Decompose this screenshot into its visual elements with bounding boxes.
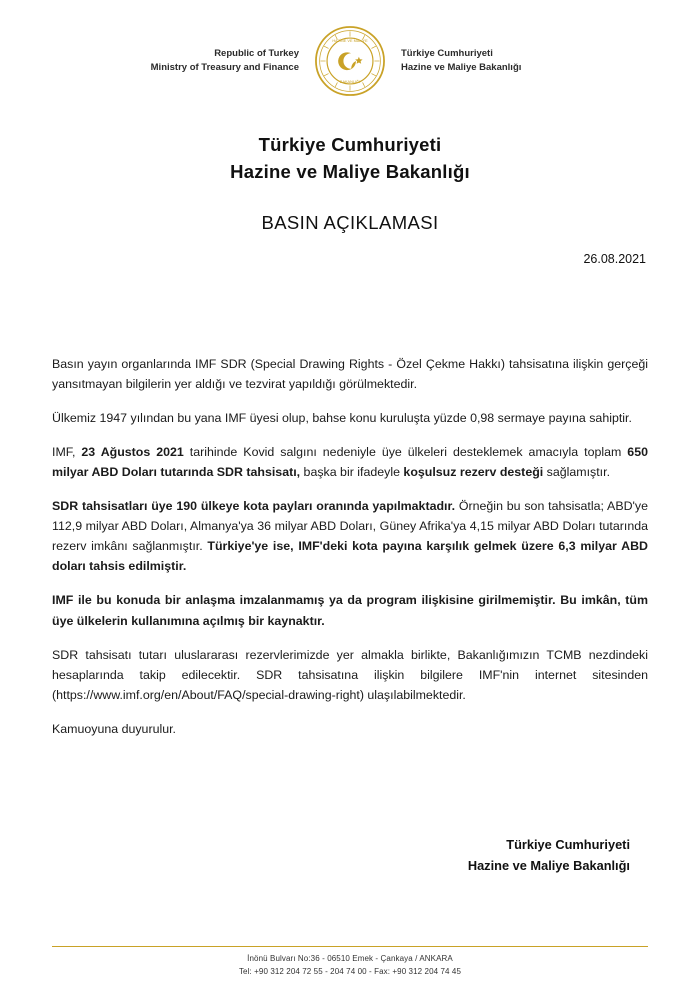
p3-reserve-emphasis: koşulsuz rezerv desteği bbox=[403, 465, 544, 479]
p4-turkey-emphasis: Türkiye'ye ise, IMF'deki kota payına karşılık gelmek üzere 6,3 milyar ABD doları tahsis edilmiştir. bbox=[52, 539, 648, 574]
svg-text:HAZİNE VE MALİYE: HAZİNE VE MALİYE bbox=[332, 38, 368, 43]
p3-amount-emphasis: 650 milyar ABD Doları tutarında SDR tahsisatı, bbox=[52, 444, 648, 479]
p4-lead-emphasis: SDR tahsisatları üye 190 ülkeye kota payları oranında yapılmaktadır. bbox=[52, 499, 456, 514]
p5-emphasis: IMF ile bu konuda bir anlaşma imzalanmamış ya da program ilişkisine girilmemiştir. Bu imkân, tüm üye ülkelerin kullanımına açılmış bir kaynaktır. bbox=[52, 593, 648, 628]
p3-part-a: IMF, bbox=[52, 444, 82, 459]
paragraph-4 bbox=[52, 496, 648, 576]
turkey-state-emblem-icon bbox=[313, 24, 387, 98]
footer-contact: Tel: +90 312 204 72 55 - 204 74 00 - Fax: +90 312 204 74 45 bbox=[238, 967, 462, 977]
header-english-line1: Republic of Turkey bbox=[214, 48, 299, 60]
signature-line-1: Türkiye Cumhuriyeti bbox=[506, 837, 630, 853]
paragraph-1: Basın yayın organlarında IMF SDR (Special Drawing Rights - Özel Çekme Hakkı) tahsisatına ilişkin gerçeği yansıtmayan bilgilerin yer aldığı ve tezvirat yapıldığı görülmektedir. bbox=[52, 356, 648, 391]
header-english-line2: Ministry of Treasury and Finance bbox=[150, 62, 299, 73]
signature-block bbox=[52, 835, 648, 876]
paragraph-5 bbox=[52, 590, 648, 630]
document-date: 26.08.2021 bbox=[583, 251, 646, 266]
header-turkish-title bbox=[401, 47, 561, 75]
p3-part-c: tarihinde Kovid salgını nedeniyle üye ülkeleri desteklemek amacıyla toplam bbox=[183, 444, 628, 459]
document-body bbox=[52, 354, 648, 739]
p3-date-emphasis: 23 Ağustos 2021 bbox=[81, 444, 184, 459]
title-line-1: Türkiye Cumhuriyeti bbox=[258, 134, 442, 155]
page-title bbox=[52, 132, 648, 186]
paragraph-3 bbox=[52, 442, 648, 482]
p3-part-g: sağlamıştır. bbox=[543, 465, 611, 479]
svg-text:BAKANLIĞI: BAKANLIĞI bbox=[339, 80, 361, 85]
document-footer bbox=[0, 946, 700, 979]
header-turkish-line2: Hazine ve Maliye Bakanlığı bbox=[401, 62, 522, 73]
paragraph-7: Kamuoyuna duyurulur. bbox=[52, 721, 176, 736]
document-header bbox=[52, 0, 648, 98]
header-english-title bbox=[139, 47, 299, 75]
document-subtitle: BASIN AÇIKLAMASI bbox=[261, 211, 439, 233]
p3-part-e: başka bir ifadeyle bbox=[300, 465, 404, 479]
footer-address: İnönü Bulvarı No:36 - 06510 Emek - Çankaya / ANKARA bbox=[247, 954, 453, 964]
signature-line-2: Hazine ve Maliye Bakanlığı bbox=[467, 857, 630, 873]
footer-divider bbox=[52, 946, 648, 947]
header-turkish-line1: Türkiye Cumhuriyeti bbox=[401, 48, 493, 60]
title-line-2: Hazine ve Maliye Bakanlığı bbox=[230, 160, 470, 182]
paragraph-2: Ülkemiz 1947 yılından bu yana IMF üyesi olup, bahse konu kuruluşta yüzde 0,98 sermaye payına sahiptir. bbox=[52, 410, 632, 425]
paragraph-6: SDR tahsisatı tutarı uluslararası rezervlerimizde yer almakla birlikte, Bakanlığımızın TCMB nezdindeki hesaplarında takip edilecektir. SDR tahsisatına ilişkin bilgilere IMF'nin internet sitesinden (https://www.imf.org/en/About/FAQ/special-drawing-right) ulaşılabilmektedir. bbox=[52, 647, 648, 702]
p4-part-b: Örneğin bu son tahsisatla; ABD'ye 112,9 milyar ABD Doları, Almanya'ya 36 milyar ABD Doları, Güney Afrika'ya 4,15 milyar ABD Doları tutarında rezerv imkânı sağlanmıştır. bbox=[52, 499, 648, 554]
